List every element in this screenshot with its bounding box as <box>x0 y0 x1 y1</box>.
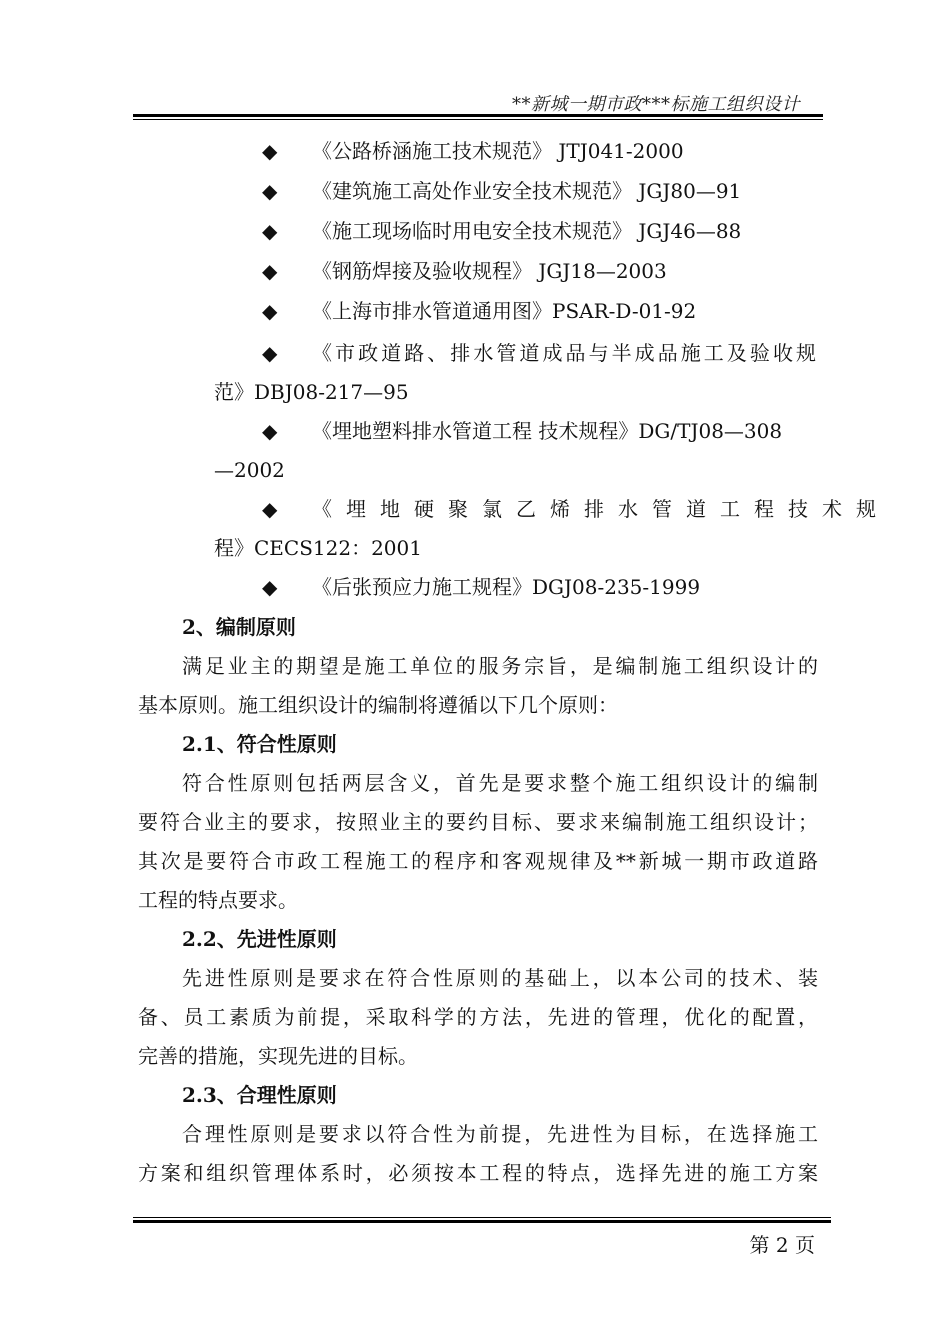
list-item-text: 《埋地塑料排水管道工程 技术规程》DG/TJ08—308 <box>312 419 783 443</box>
paragraph-line: 工程的特点要求。 <box>138 888 298 912</box>
list-item-text: 《埋地硬聚氯乙烯排水管道工程技术规 <box>312 497 890 521</box>
diamond-bullet-icon: ◆ <box>262 497 278 521</box>
diamond-bullet-icon: ◆ <box>262 259 278 283</box>
diamond-bullet-icon: ◆ <box>262 299 278 323</box>
list-item-text: 《公路桥涵施工技术规范》 JTJ041-2000 <box>312 139 684 163</box>
list-item-text: 《施工现场临时用电安全技术规范》 JGJ46—88 <box>312 219 742 243</box>
diamond-bullet-icon: ◆ <box>262 419 278 443</box>
paragraph-line: 要符合业主的要求，按照业主的要约目标、要求来编制施工组织设计； <box>138 810 818 834</box>
section-heading: 2.1、符合性原则 <box>182 732 337 756</box>
list-item-text: 《后张预应力施工规程》DGJ08-235-1999 <box>312 575 701 599</box>
paragraph-line: 符合性原则包括两层含义，首先是要求整个施工组织设计的编制 <box>182 771 818 795</box>
list-item-text: 《市政道路、排水管道成品与半成品施工及验收规 <box>312 341 816 365</box>
section-heading: 2.3、合理性原则 <box>182 1083 337 1107</box>
list-item-text: 《钢筋焊接及验收规程》 JGJ18—2003 <box>312 259 667 283</box>
paragraph-line: 备、员工素质为前提，采取科学的方法，先进的管理，优化的配置， <box>138 1005 818 1029</box>
diamond-bullet-icon: ◆ <box>262 219 278 243</box>
diamond-bullet-icon: ◆ <box>262 139 278 163</box>
diamond-bullet-icon: ◆ <box>262 575 278 599</box>
paragraph-line: 方案和组织管理体系时，必须按本工程的特点，选择先进的施工方案 <box>138 1161 818 1185</box>
header-title: **新城一期市政***标施工组织设计 <box>512 94 800 115</box>
paragraph-line: 满足业主的期望是施工单位的服务宗旨，是编制施工组织设计的 <box>182 654 818 678</box>
footer-rule <box>133 1217 831 1223</box>
list-item-text-continued: —2002 <box>214 458 285 482</box>
list-item-text-continued: 范》DBJ08-217—95 <box>214 380 409 404</box>
paragraph-line: 合理性原则是要求以符合性为前提，先进性为目标，在选择施工 <box>182 1122 818 1146</box>
page-number: 第 2 页 <box>749 1233 815 1257</box>
section-heading: 2.2、先进性原则 <box>182 927 337 951</box>
list-item-text-continued: 程》CECS122：2001 <box>214 536 422 560</box>
list-item-text: 《建筑施工高处作业安全技术规范》 JGJ80—91 <box>312 179 742 203</box>
paragraph-line: 先进性原则是要求在符合性原则的基础上，以本公司的技术、装 <box>182 966 818 990</box>
diamond-bullet-icon: ◆ <box>262 341 278 365</box>
paragraph-line: 基本原则。施工组织设计的编制将遵循以下几个原则： <box>138 693 618 717</box>
paragraph-line: 其次是要符合市政工程施工的程序和客观规律及**新城一期市政道路 <box>138 849 818 873</box>
list-item-text: 《上海市排水管道通用图》PSAR-D-01-92 <box>312 299 697 323</box>
paragraph-line: 完善的措施，实现先进的目标。 <box>138 1044 418 1068</box>
diamond-bullet-icon: ◆ <box>262 179 278 203</box>
section-heading: 2、编制原则 <box>182 615 296 639</box>
header-rule <box>133 114 823 120</box>
